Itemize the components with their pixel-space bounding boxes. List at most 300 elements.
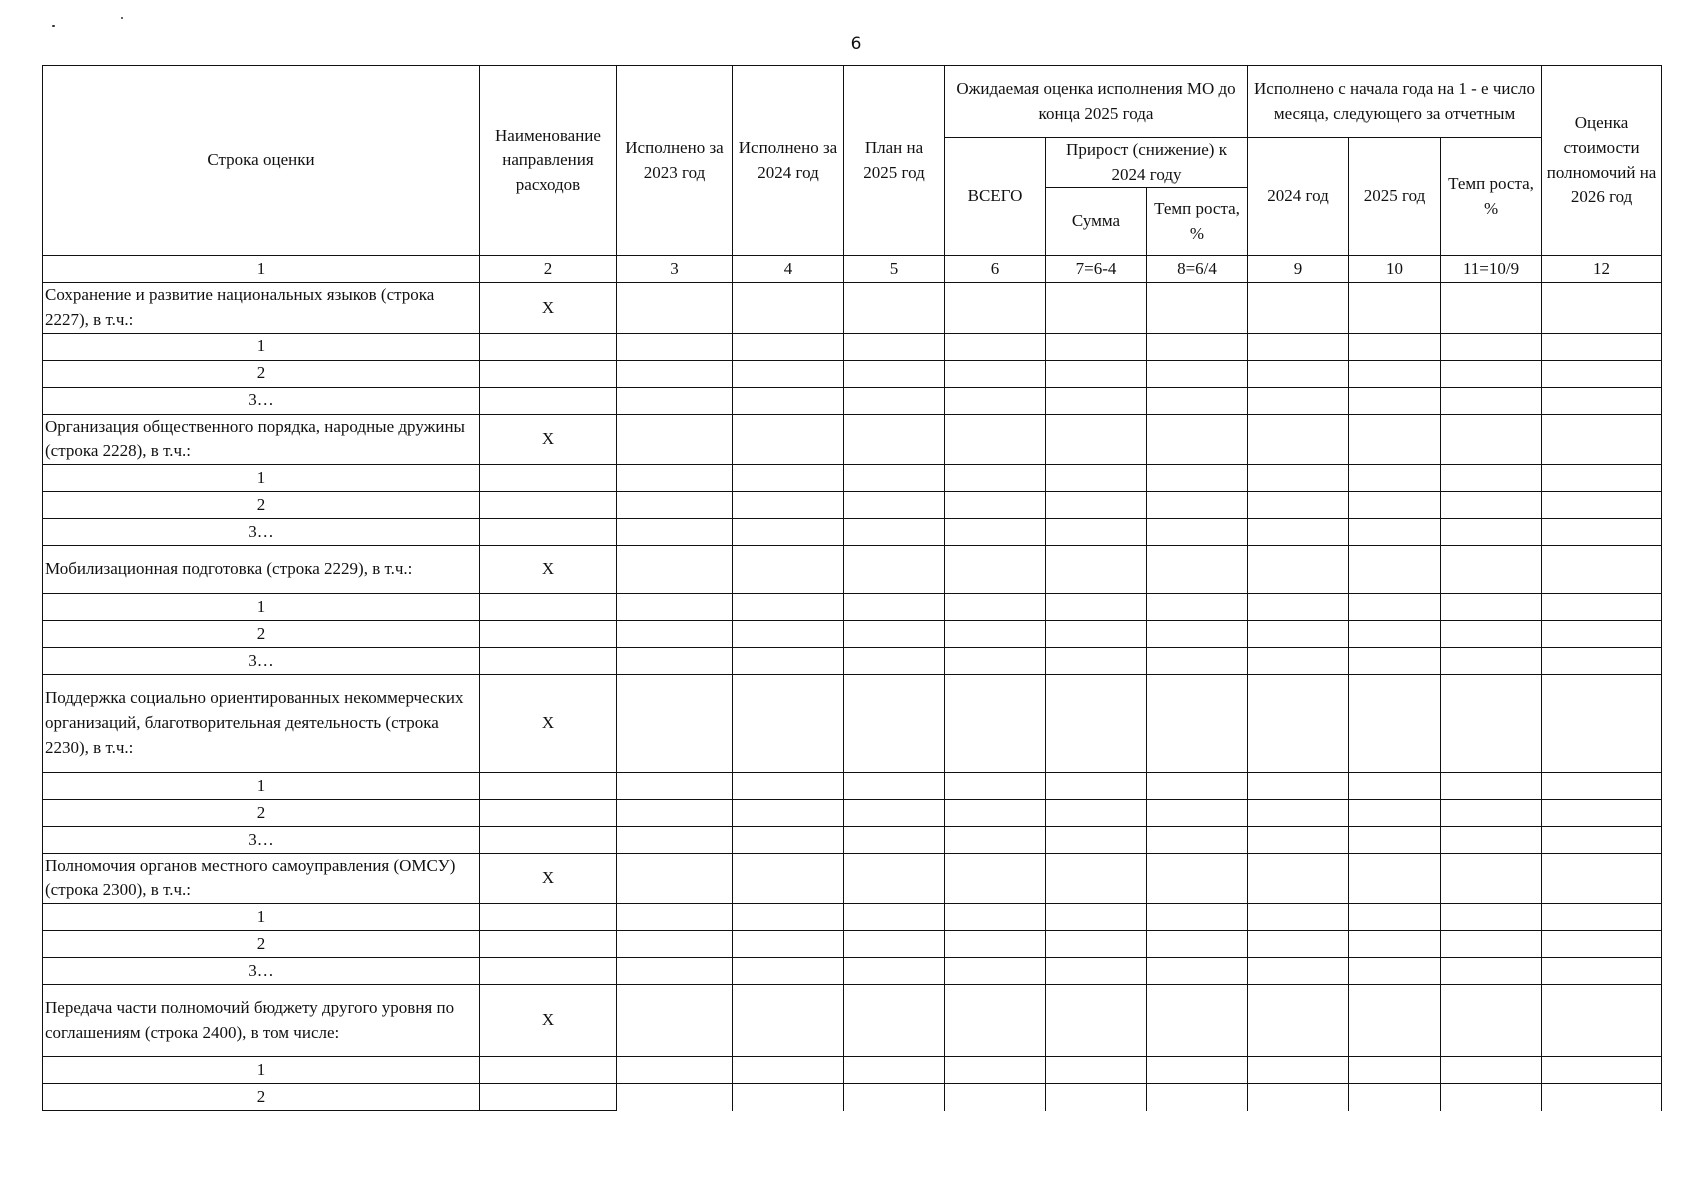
empty-value-cell: [1046, 387, 1147, 414]
empty-value-cell: [733, 491, 844, 518]
header-executed-2023: Исполнено за 2023 год: [617, 66, 733, 256]
not-applicable-mark: Х: [480, 283, 617, 333]
empty-value-cell: [1248, 620, 1349, 647]
empty-value-cell: [945, 333, 1046, 360]
empty-value-cell: [1441, 1084, 1542, 1111]
section-title: Сохранение и развитие национальных языков (строка 2227), в т.ч.:: [43, 283, 480, 333]
empty-value-cell: [1349, 360, 1441, 387]
empty-value-cell: [1248, 545, 1349, 593]
empty-value-cell: [1542, 387, 1662, 414]
empty-value-cell: [1542, 464, 1662, 491]
empty-value-cell: [480, 360, 617, 387]
empty-value-cell: [480, 491, 617, 518]
empty-value-cell: [1441, 387, 1542, 414]
empty-value-cell: [1441, 545, 1542, 593]
empty-value-cell: [1147, 333, 1248, 360]
empty-value-cell: [1441, 958, 1542, 985]
empty-value-cell: [1542, 333, 1662, 360]
empty-value-cell: [1046, 414, 1147, 464]
sub-row-number: 2: [43, 799, 480, 826]
empty-value-cell: [1046, 283, 1147, 333]
assessment-table: [42, 65, 1662, 1111]
sub-row: [43, 826, 1662, 853]
empty-value-cell: [1349, 1057, 1441, 1084]
empty-value-cell: [1147, 931, 1248, 958]
empty-value-cell: [1441, 1057, 1542, 1084]
empty-value-cell: [1542, 772, 1662, 799]
empty-value-cell: [1542, 985, 1662, 1057]
empty-value-cell: [480, 1084, 617, 1111]
empty-value-cell: [617, 826, 733, 853]
empty-value-cell: [617, 360, 733, 387]
empty-value-cell: [1147, 283, 1248, 333]
empty-value-cell: [733, 904, 844, 931]
not-applicable-mark: Х: [480, 985, 617, 1057]
empty-value-cell: [1248, 985, 1349, 1057]
empty-value-cell: [1349, 985, 1441, 1057]
empty-value-cell: [1147, 545, 1248, 593]
sub-row: [43, 464, 1662, 491]
empty-value-cell: [1349, 674, 1441, 772]
empty-value-cell: [733, 283, 844, 333]
sub-row-number: 2: [43, 931, 480, 958]
empty-value-cell: [1147, 826, 1248, 853]
empty-value-cell: [1248, 674, 1349, 772]
not-applicable-mark: Х: [480, 853, 617, 903]
empty-value-cell: [1349, 647, 1441, 674]
empty-value-cell: [1542, 491, 1662, 518]
empty-value-cell: [1441, 360, 1542, 387]
empty-value-cell: [1349, 853, 1441, 903]
empty-value-cell: [733, 545, 844, 593]
sub-row-number: 2: [43, 360, 480, 387]
empty-value-cell: [945, 904, 1046, 931]
sub-row-number: 1: [43, 464, 480, 491]
sub-row: [43, 333, 1662, 360]
header-executed-since-year-start: Исполнено с начала года на 1 - е число месяца, следующего за отчетным: [1248, 66, 1542, 138]
empty-value-cell: [1147, 491, 1248, 518]
empty-value-cell: [733, 958, 844, 985]
sub-row-number: 1: [43, 772, 480, 799]
empty-value-cell: [1542, 545, 1662, 593]
empty-value-cell: [1349, 545, 1441, 593]
empty-value-cell: [733, 387, 844, 414]
empty-value-cell: [617, 674, 733, 772]
sub-row: [43, 593, 1662, 620]
empty-value-cell: [1248, 853, 1349, 903]
empty-value-cell: [844, 518, 945, 545]
empty-value-cell: [1046, 1084, 1147, 1111]
empty-value-cell: [617, 545, 733, 593]
empty-value-cell: [844, 414, 945, 464]
empty-value-cell: [1349, 414, 1441, 464]
empty-value-cell: [1046, 360, 1147, 387]
empty-value-cell: [480, 799, 617, 826]
empty-value-cell: [617, 1057, 733, 1084]
empty-value-cell: [1147, 620, 1248, 647]
empty-value-cell: [1248, 647, 1349, 674]
empty-value-cell: [844, 647, 945, 674]
empty-value-cell: [1147, 853, 1248, 903]
empty-value-cell: [1542, 799, 1662, 826]
empty-value-cell: [1441, 826, 1542, 853]
empty-value-cell: [1441, 620, 1542, 647]
empty-value-cell: [844, 904, 945, 931]
empty-value-cell: [1349, 799, 1441, 826]
empty-value-cell: [1441, 772, 1542, 799]
scan-speck: [121, 17, 123, 19]
empty-value-cell: [1542, 1084, 1662, 1111]
header-year-2024: 2024 год: [1248, 138, 1349, 256]
empty-value-cell: [480, 387, 617, 414]
empty-value-cell: [1147, 1057, 1248, 1084]
empty-value-cell: [1046, 674, 1147, 772]
sub-row: [43, 958, 1662, 985]
empty-value-cell: [1046, 772, 1147, 799]
empty-value-cell: [945, 491, 1046, 518]
empty-value-cell: [1046, 491, 1147, 518]
empty-value-cell: [733, 360, 844, 387]
section-title: Полномочия органов местного самоуправления (ОМСУ) (строка 2300), в т.ч.:: [43, 853, 480, 903]
section-row: [43, 853, 1662, 903]
empty-value-cell: [1542, 620, 1662, 647]
empty-value-cell: [844, 674, 945, 772]
empty-value-cell: [1248, 491, 1349, 518]
empty-value-cell: [617, 387, 733, 414]
sub-row-number: 2: [43, 620, 480, 647]
header-growth-rate: Темп роста, %: [1147, 188, 1248, 256]
empty-value-cell: [844, 931, 945, 958]
empty-value-cell: [733, 414, 844, 464]
empty-value-cell: [1349, 958, 1441, 985]
column-number: 8=6/4: [1147, 256, 1248, 283]
empty-value-cell: [1542, 674, 1662, 772]
column-number: 10: [1349, 256, 1441, 283]
empty-value-cell: [1349, 772, 1441, 799]
empty-value-cell: [480, 333, 617, 360]
empty-value-cell: [617, 414, 733, 464]
empty-value-cell: [1046, 931, 1147, 958]
empty-value-cell: [1147, 1084, 1248, 1111]
empty-value-cell: [1248, 931, 1349, 958]
sub-row-number: 1: [43, 593, 480, 620]
empty-value-cell: [1542, 853, 1662, 903]
sub-row-number: 1: [43, 904, 480, 931]
empty-value-cell: [733, 799, 844, 826]
empty-value-cell: [1248, 283, 1349, 333]
empty-value-cell: [617, 1084, 733, 1111]
empty-value-cell: [617, 799, 733, 826]
sub-row: [43, 647, 1662, 674]
empty-value-cell: [1147, 647, 1248, 674]
empty-value-cell: [945, 931, 1046, 958]
sub-row: [43, 772, 1662, 799]
empty-value-cell: [1349, 1084, 1441, 1111]
page-number: 6: [850, 34, 862, 54]
empty-value-cell: [733, 853, 844, 903]
empty-value-cell: [1147, 674, 1248, 772]
empty-value-cell: [1046, 958, 1147, 985]
empty-value-cell: [1147, 414, 1248, 464]
sub-row-number: 3…: [43, 958, 480, 985]
section-title: Передача части полномочий бюджету другого уровня по соглашениям (строка 2400), в том числе:: [43, 985, 480, 1057]
empty-value-cell: [945, 387, 1046, 414]
empty-value-cell: [1441, 853, 1542, 903]
sub-row: [43, 1057, 1662, 1084]
empty-value-cell: [1046, 545, 1147, 593]
empty-value-cell: [1248, 387, 1349, 414]
empty-value-cell: [1542, 904, 1662, 931]
header-growth-rate-exec: Темп роста, %: [1441, 138, 1542, 256]
empty-value-cell: [1248, 464, 1349, 491]
column-number: 3: [617, 256, 733, 283]
empty-value-cell: [945, 985, 1046, 1057]
empty-value-cell: [1248, 772, 1349, 799]
header-row-1: [43, 66, 1662, 138]
empty-value-cell: [1349, 333, 1441, 360]
sub-row-number: 3…: [43, 518, 480, 545]
empty-value-cell: [480, 518, 617, 545]
empty-value-cell: [1248, 799, 1349, 826]
empty-value-cell: [1046, 853, 1147, 903]
empty-value-cell: [617, 333, 733, 360]
empty-value-cell: [1441, 593, 1542, 620]
empty-value-cell: [1441, 904, 1542, 931]
empty-value-cell: [480, 464, 617, 491]
sub-row: [43, 387, 1662, 414]
sub-row: [43, 360, 1662, 387]
empty-value-cell: [844, 799, 945, 826]
empty-value-cell: [844, 491, 945, 518]
empty-value-cell: [733, 1057, 844, 1084]
empty-value-cell: [1441, 491, 1542, 518]
header-cost-estimate-2026: Оценка стоимости полномочий на 2026 год: [1542, 66, 1662, 256]
empty-value-cell: [1349, 931, 1441, 958]
sub-row: [43, 1084, 1662, 1111]
sub-row: [43, 518, 1662, 545]
empty-value-cell: [1248, 826, 1349, 853]
empty-value-cell: [844, 772, 945, 799]
empty-value-cell: [733, 518, 844, 545]
empty-value-cell: [733, 772, 844, 799]
empty-value-cell: [1147, 799, 1248, 826]
sub-row-number: 3…: [43, 387, 480, 414]
empty-value-cell: [1441, 985, 1542, 1057]
empty-value-cell: [480, 772, 617, 799]
empty-value-cell: [617, 464, 733, 491]
empty-value-cell: [844, 333, 945, 360]
empty-value-cell: [733, 931, 844, 958]
empty-value-cell: [1248, 593, 1349, 620]
empty-value-cell: [1147, 985, 1248, 1057]
empty-value-cell: [1248, 1084, 1349, 1111]
column-number: 11=10/9: [1441, 256, 1542, 283]
header-executed-2024: Исполнено за 2024 год: [733, 66, 844, 256]
header-growth-vs-2024: Прирост (снижение) к 2024 году: [1046, 138, 1248, 188]
not-applicable-mark: Х: [480, 545, 617, 593]
empty-value-cell: [1441, 283, 1542, 333]
empty-value-cell: [945, 360, 1046, 387]
empty-value-cell: [1248, 904, 1349, 931]
sub-row-number: 2: [43, 1084, 480, 1111]
not-applicable-mark: Х: [480, 414, 617, 464]
empty-value-cell: [1046, 1057, 1147, 1084]
empty-value-cell: [733, 674, 844, 772]
header-plan-2025: План на 2025 год: [844, 66, 945, 256]
empty-value-cell: [945, 518, 1046, 545]
header-total: ВСЕГО: [945, 138, 1046, 256]
column-number: 1: [43, 256, 480, 283]
empty-value-cell: [1349, 904, 1441, 931]
column-number: 2: [480, 256, 617, 283]
empty-value-cell: [1542, 1057, 1662, 1084]
empty-value-cell: [945, 772, 1046, 799]
empty-value-cell: [1147, 772, 1248, 799]
empty-value-cell: [844, 387, 945, 414]
empty-value-cell: [733, 985, 844, 1057]
empty-value-cell: [1441, 333, 1542, 360]
sub-row: [43, 904, 1662, 931]
empty-value-cell: [844, 545, 945, 593]
empty-value-cell: [1542, 931, 1662, 958]
empty-value-cell: [844, 464, 945, 491]
empty-value-cell: [844, 853, 945, 903]
empty-value-cell: [617, 853, 733, 903]
section-title: Поддержка социально ориентированных некоммерческих организаций, благотворительная деятельность (строка 2230), в т.ч.:: [43, 674, 480, 772]
sub-row-number: 1: [43, 1057, 480, 1084]
scan-speck: [52, 25, 55, 27]
empty-value-cell: [844, 360, 945, 387]
section-title: Организация общественного порядка, народные дружины (строка 2228), в т.ч.:: [43, 414, 480, 464]
header-year-2025: 2025 год: [1349, 138, 1441, 256]
empty-value-cell: [1441, 931, 1542, 958]
empty-value-cell: [1542, 647, 1662, 674]
empty-value-cell: [617, 283, 733, 333]
empty-value-cell: [844, 985, 945, 1057]
section-title: Мобилизационная подготовка (строка 2229), в т.ч.:: [43, 545, 480, 593]
empty-value-cell: [480, 647, 617, 674]
header-expected-execution: Ожидаемая оценка исполнения МО до конца 2025 года: [945, 66, 1248, 138]
empty-value-cell: [733, 1084, 844, 1111]
empty-value-cell: [945, 545, 1046, 593]
empty-value-cell: [617, 491, 733, 518]
empty-value-cell: [1349, 826, 1441, 853]
section-row: [43, 985, 1662, 1057]
empty-value-cell: [1046, 985, 1147, 1057]
empty-value-cell: [1542, 593, 1662, 620]
empty-value-cell: [945, 674, 1046, 772]
empty-value-cell: [945, 593, 1046, 620]
empty-value-cell: [1542, 283, 1662, 333]
empty-value-cell: [1441, 518, 1542, 545]
empty-value-cell: [1147, 464, 1248, 491]
empty-value-cell: [844, 283, 945, 333]
column-number: 7=6-4: [1046, 256, 1147, 283]
empty-value-cell: [617, 518, 733, 545]
empty-value-cell: [1441, 414, 1542, 464]
empty-value-cell: [480, 931, 617, 958]
column-number: 12: [1542, 256, 1662, 283]
empty-value-cell: [617, 958, 733, 985]
empty-value-cell: [1248, 333, 1349, 360]
empty-value-cell: [945, 464, 1046, 491]
sub-row: [43, 799, 1662, 826]
empty-value-cell: [733, 333, 844, 360]
empty-value-cell: [617, 931, 733, 958]
empty-value-cell: [1542, 826, 1662, 853]
empty-value-cell: [1441, 674, 1542, 772]
empty-value-cell: [617, 620, 733, 647]
column-number: 9: [1248, 256, 1349, 283]
header-expense-direction: Наименование направления расходов: [480, 66, 617, 256]
empty-value-cell: [733, 620, 844, 647]
empty-value-cell: [1147, 593, 1248, 620]
empty-value-cell: [1046, 333, 1147, 360]
empty-value-cell: [844, 1084, 945, 1111]
empty-value-cell: [1349, 491, 1441, 518]
empty-value-cell: [1542, 360, 1662, 387]
empty-value-cell: [1248, 518, 1349, 545]
empty-value-cell: [480, 958, 617, 985]
sub-row: [43, 491, 1662, 518]
header-sum: Сумма: [1046, 188, 1147, 256]
empty-value-cell: [844, 620, 945, 647]
section-row: [43, 674, 1662, 772]
empty-value-cell: [1349, 518, 1441, 545]
empty-value-cell: [1542, 518, 1662, 545]
empty-value-cell: [480, 826, 617, 853]
empty-value-cell: [617, 647, 733, 674]
empty-value-cell: [1147, 958, 1248, 985]
empty-value-cell: [733, 647, 844, 674]
empty-value-cell: [1248, 414, 1349, 464]
empty-value-cell: [1046, 464, 1147, 491]
empty-value-cell: [1441, 799, 1542, 826]
table-body: [43, 283, 1662, 1111]
empty-value-cell: [945, 620, 1046, 647]
empty-value-cell: [945, 826, 1046, 853]
empty-value-cell: [1542, 958, 1662, 985]
empty-value-cell: [1248, 1057, 1349, 1084]
empty-value-cell: [1046, 518, 1147, 545]
empty-value-cell: [1349, 283, 1441, 333]
empty-value-cell: [945, 1057, 1046, 1084]
empty-value-cell: [617, 904, 733, 931]
sub-row: [43, 931, 1662, 958]
empty-value-cell: [1349, 620, 1441, 647]
empty-value-cell: [1349, 464, 1441, 491]
sub-row: [43, 620, 1662, 647]
empty-value-cell: [945, 283, 1046, 333]
empty-value-cell: [1046, 593, 1147, 620]
empty-value-cell: [1147, 360, 1248, 387]
empty-value-cell: [945, 853, 1046, 903]
empty-value-cell: [844, 593, 945, 620]
empty-value-cell: [733, 593, 844, 620]
sub-row-number: 1: [43, 333, 480, 360]
empty-value-cell: [1349, 593, 1441, 620]
empty-value-cell: [1441, 647, 1542, 674]
empty-value-cell: [1046, 826, 1147, 853]
empty-value-cell: [480, 1057, 617, 1084]
sub-row-number: 3…: [43, 826, 480, 853]
empty-value-cell: [733, 826, 844, 853]
empty-value-cell: [1046, 647, 1147, 674]
column-number: 5: [844, 256, 945, 283]
empty-value-cell: [1046, 799, 1147, 826]
empty-value-cell: [617, 593, 733, 620]
empty-value-cell: [945, 799, 1046, 826]
